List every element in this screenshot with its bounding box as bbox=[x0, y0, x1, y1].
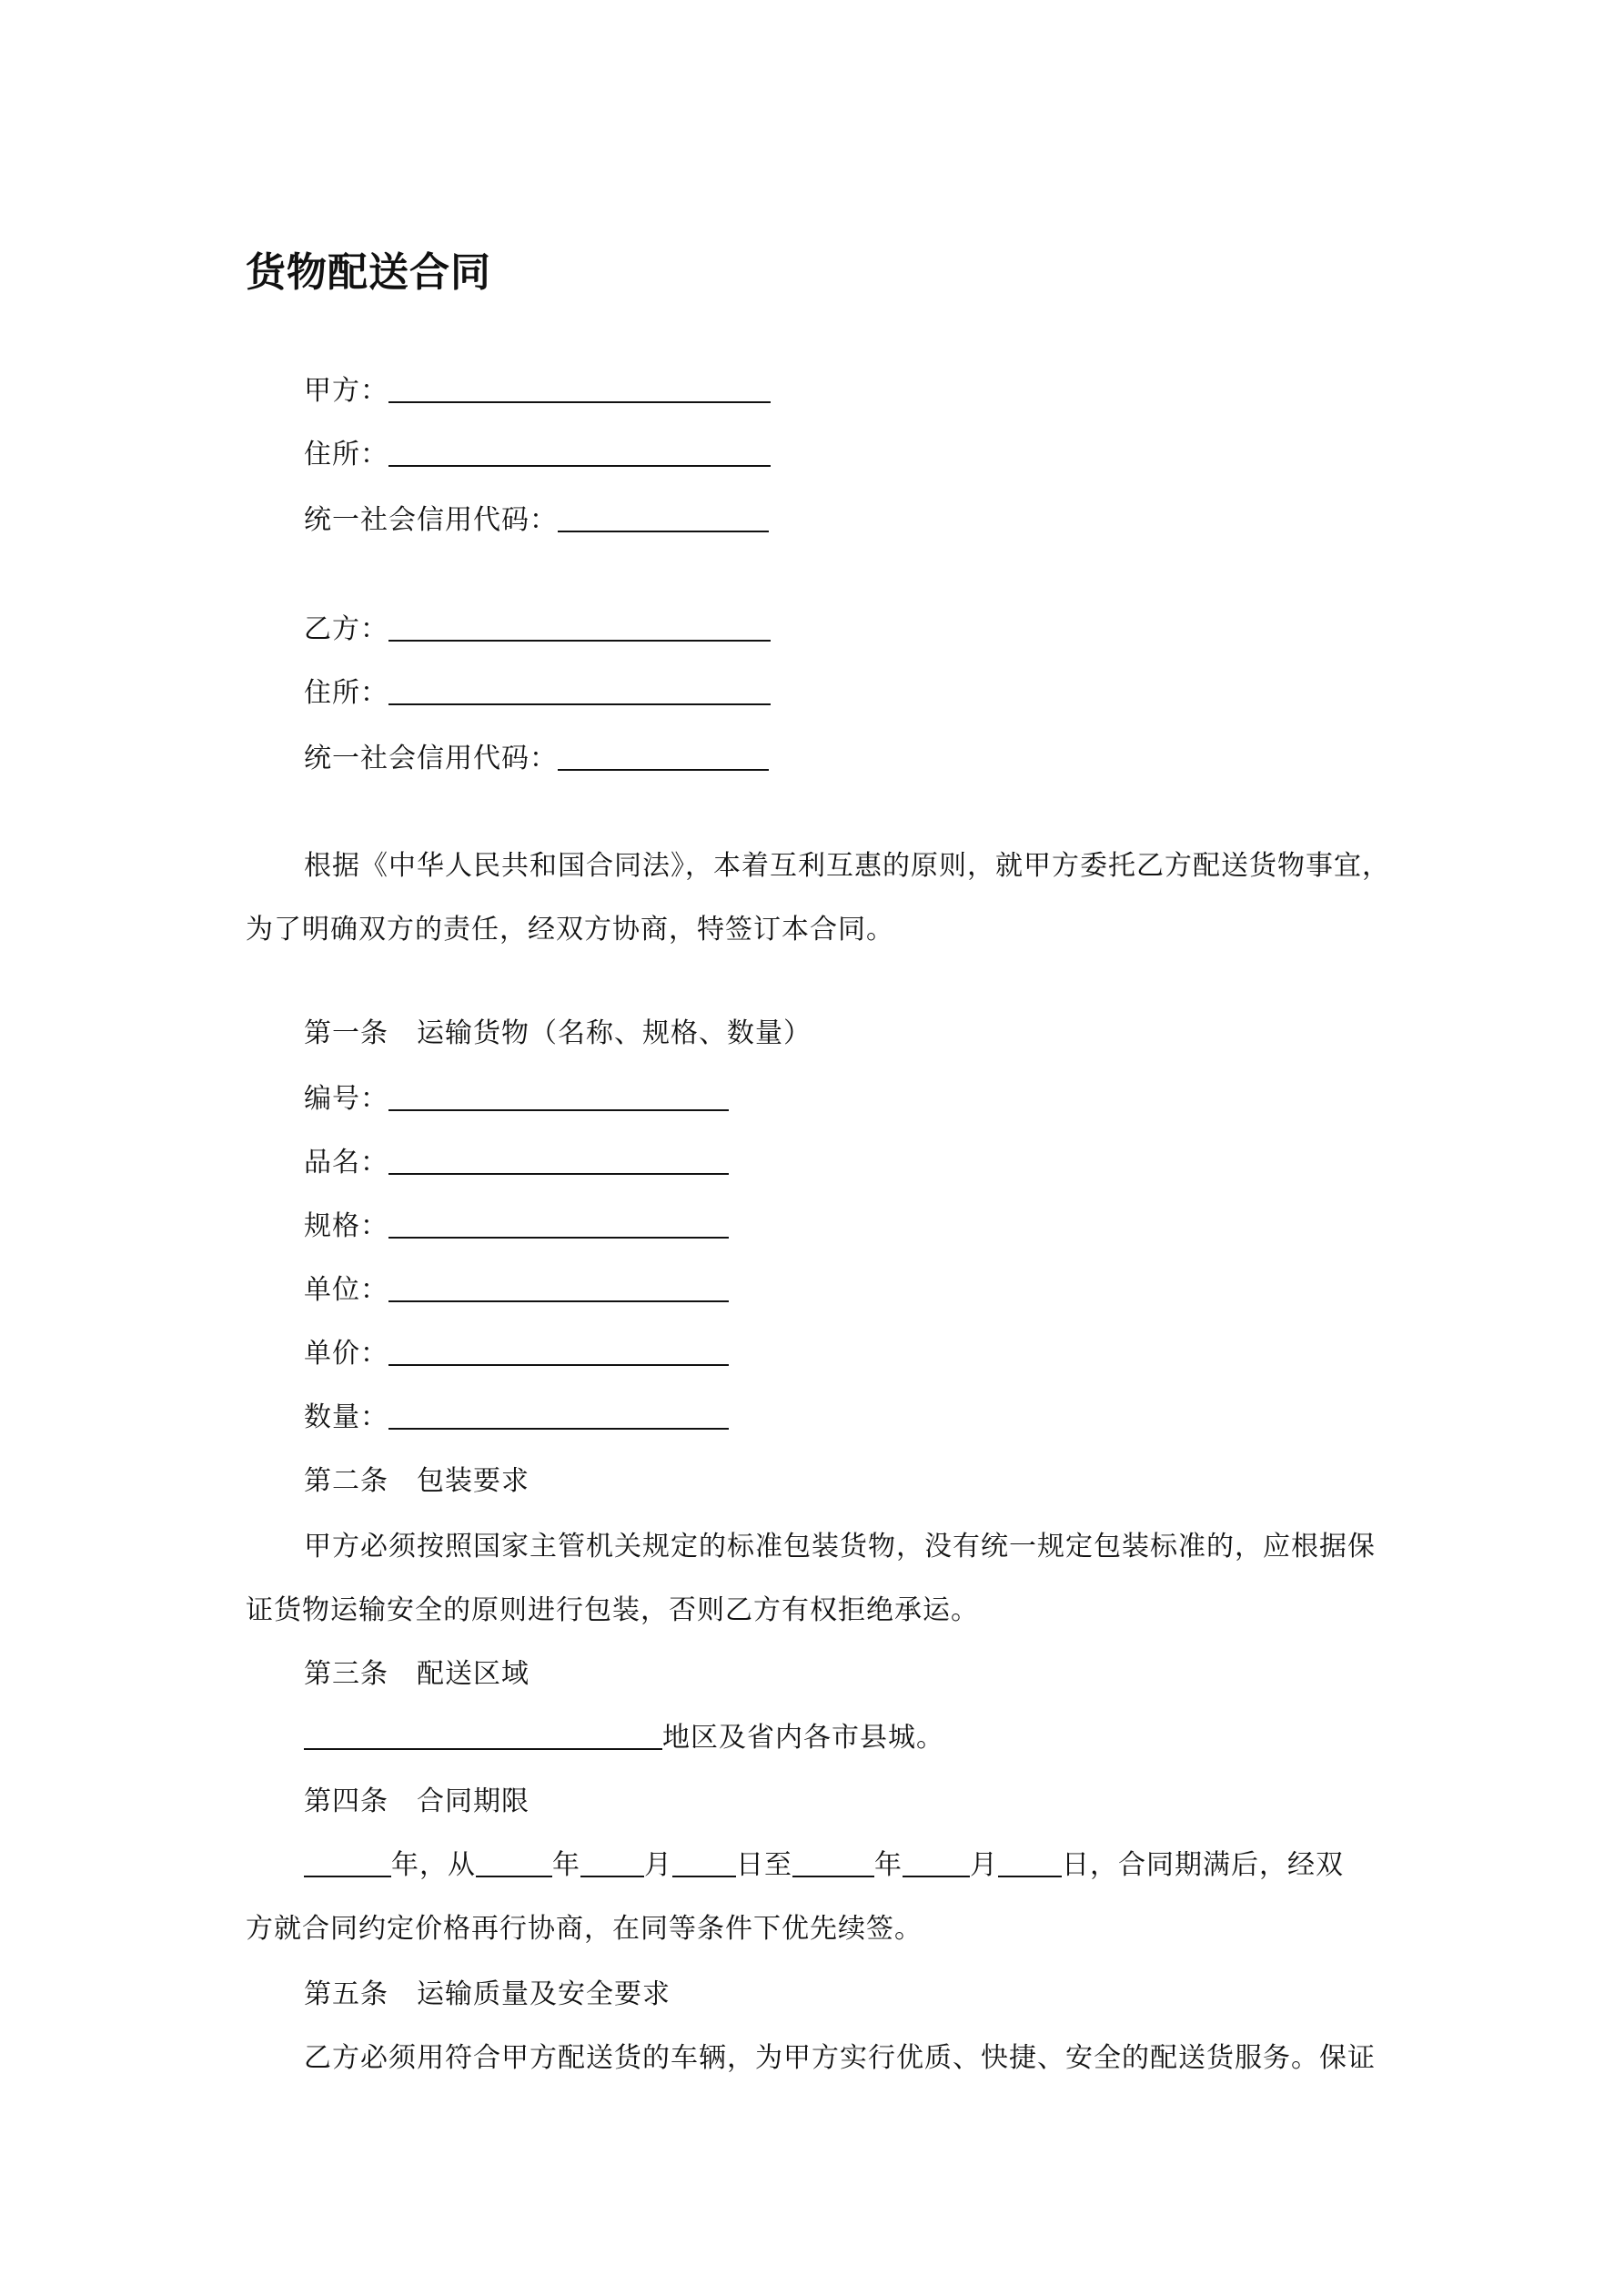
field-label-product-name: 品名： bbox=[304, 1147, 388, 1178]
article-1-field-row bbox=[304, 1336, 729, 1372]
party-a-address-label: 住所： bbox=[304, 439, 388, 470]
region-blank[interactable] bbox=[304, 1721, 662, 1750]
party-a-credit-code-blank[interactable] bbox=[558, 503, 769, 532]
term-text-month: 月 bbox=[644, 1849, 672, 1881]
party-a-name-label: 甲方： bbox=[304, 375, 388, 407]
article-5-line-1: 乙方必须用符合甲方配送货的车辆，为甲方实行优质、快捷、安全的配送货服务。保证 bbox=[304, 2042, 1376, 2074]
field-blank-number[interactable] bbox=[388, 1082, 729, 1111]
term-text-year: 年 bbox=[552, 1849, 580, 1881]
party-b-name-label: 乙方： bbox=[304, 613, 388, 645]
party-b-credit-code-row bbox=[304, 741, 769, 777]
preamble-line-2: 为了明确双方的责任，经双方协商，特签订本合同。 bbox=[246, 914, 894, 946]
article-1-field-row bbox=[304, 1145, 729, 1181]
end-year-blank[interactable] bbox=[792, 1848, 874, 1877]
term-text-month-end: 月 bbox=[970, 1849, 998, 1881]
article-2-line-2: 证货物运输安全的原则进行包装，否则乙方有权拒绝承运。 bbox=[246, 1594, 979, 1626]
article-1-field-row bbox=[304, 1272, 729, 1309]
start-month-blank[interactable] bbox=[580, 1848, 644, 1877]
party-a-name-row bbox=[304, 373, 771, 410]
article-4-line-2: 方就合同约定价格再行协商，在同等条件下优先续签。 bbox=[246, 1913, 923, 1945]
field-label-unit-price: 单价： bbox=[304, 1338, 388, 1370]
article-3-region-row bbox=[304, 1720, 944, 1756]
party-b-address-row bbox=[304, 675, 771, 712]
party-a-address-row bbox=[304, 437, 771, 473]
article-3-suffix: 地区及省内各市县城。 bbox=[662, 1722, 944, 1754]
party-b-credit-code-label: 统一社会信用代码： bbox=[304, 743, 558, 774]
party-a-name-blank[interactable] bbox=[388, 374, 771, 403]
article-5-heading: 第五条 运输质量及安全要求 bbox=[304, 1978, 671, 2010]
article-4-term-row bbox=[304, 1847, 1344, 1884]
party-a-credit-code-row bbox=[304, 502, 769, 539]
field-blank-product-name[interactable] bbox=[388, 1146, 729, 1175]
party-b-address-blank[interactable] bbox=[388, 676, 771, 705]
term-text-year-end: 年 bbox=[874, 1849, 903, 1881]
term-text-day-to: 日至 bbox=[736, 1849, 792, 1881]
field-label-unit: 单位： bbox=[304, 1274, 388, 1306]
document-title: 货物配送合同 bbox=[246, 249, 491, 296]
term-text-years-from: 年，从 bbox=[391, 1849, 476, 1881]
party-a-address-blank[interactable] bbox=[388, 438, 771, 467]
end-day-blank[interactable] bbox=[998, 1848, 1062, 1877]
article-2-line-1: 甲方必须按照国家主管机关规定的标准包装货物，没有统一规定包装标准的，应根据保 bbox=[304, 1531, 1376, 1563]
start-day-blank[interactable] bbox=[672, 1848, 736, 1877]
party-b-name-row bbox=[304, 612, 771, 648]
party-a-credit-code-label: 统一社会信用代码： bbox=[304, 504, 558, 536]
field-blank-quantity[interactable] bbox=[388, 1401, 729, 1430]
field-label-number: 编号： bbox=[304, 1083, 388, 1115]
article-1-field-row bbox=[304, 1081, 729, 1118]
party-b-credit-code-blank[interactable] bbox=[558, 742, 769, 771]
field-blank-unit[interactable] bbox=[388, 1273, 729, 1302]
preamble-line-1: 根据《中华人民共和国合同法》，本着互利互惠的原则，就甲方委托乙方配送货物事宜， bbox=[304, 850, 1390, 882]
article-1-field-row bbox=[304, 1209, 729, 1245]
party-b-name-blank[interactable] bbox=[388, 612, 771, 642]
start-year-blank[interactable] bbox=[476, 1848, 552, 1877]
party-b-address-label: 住所： bbox=[304, 677, 388, 709]
field-blank-unit-price[interactable] bbox=[388, 1337, 729, 1366]
term-years-blank[interactable] bbox=[304, 1848, 391, 1877]
article-3-heading: 第三条 配送区域 bbox=[304, 1658, 530, 1690]
field-label-specification: 规格： bbox=[304, 1210, 388, 1242]
end-month-blank[interactable] bbox=[903, 1848, 970, 1877]
article-1-heading: 第一条 运输货物（名称、规格、数量） bbox=[304, 1017, 812, 1049]
field-label-quantity: 数量： bbox=[304, 1401, 388, 1433]
term-text-day-end: 日，合同期满后，经双 bbox=[1062, 1849, 1344, 1881]
article-2-heading: 第二条 包装要求 bbox=[304, 1465, 530, 1497]
article-1-field-row bbox=[304, 1400, 729, 1436]
field-blank-specification[interactable] bbox=[388, 1209, 729, 1239]
article-4-heading: 第四条 合同期限 bbox=[304, 1785, 530, 1817]
